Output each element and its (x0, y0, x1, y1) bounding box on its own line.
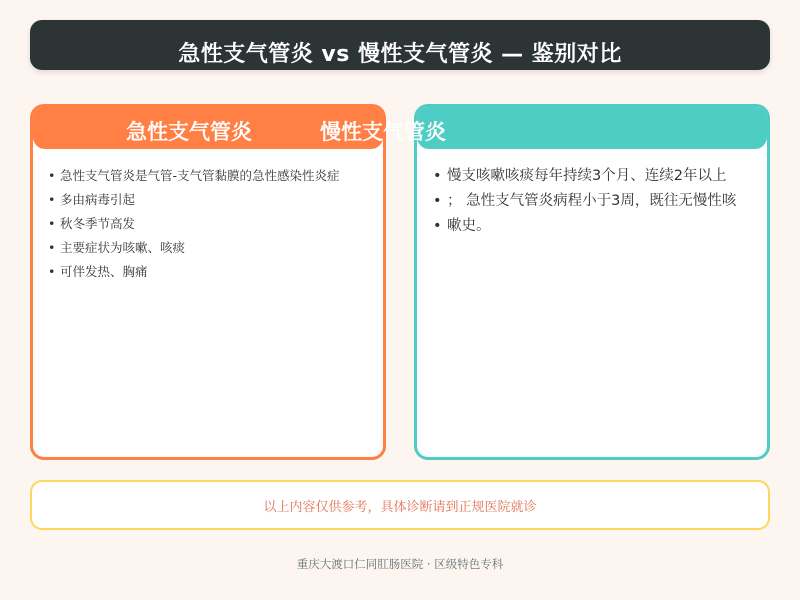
chronic-panel-title: 慢性支气管炎 (320, 120, 446, 144)
bullet-icon: • (48, 192, 56, 207)
list-item-text: 多由病毒引起 (60, 192, 136, 207)
bullet-icon: • (433, 218, 442, 234)
list-item-text: 可伴发热、胸痛 (60, 264, 148, 279)
list-item-text: 嗽史。 (447, 218, 491, 234)
title-bar (30, 20, 770, 70)
list-item (48, 212, 340, 236)
list-item (48, 188, 340, 212)
list-item (433, 164, 736, 189)
list-item-text: 主要症状为咳嗽、咳痰 (60, 240, 186, 255)
list-item (48, 164, 340, 188)
list-item-text: 秋冬季节高发 (60, 216, 136, 231)
bullet-icon: • (48, 264, 56, 279)
list-item (433, 189, 736, 214)
acute-list (48, 164, 340, 284)
bullet-icon: • (433, 168, 442, 184)
chronic-panel (414, 104, 770, 460)
disclaimer-box (30, 480, 770, 530)
acute-panel-title: 急性支气管炎 (126, 120, 252, 144)
page-title: 急性支气管炎 vs 慢性支气管炎 — 鉴别对比 (178, 41, 622, 67)
list-item-text: 慢支咳嗽咳痰每年持续3个月、连续2年以上 (447, 168, 727, 184)
bullet-icon: • (48, 240, 56, 255)
chronic-list (433, 164, 736, 239)
list-item (433, 214, 736, 239)
list-item (48, 236, 340, 260)
list-item (48, 260, 340, 284)
bullet-icon: • (48, 168, 56, 183)
bullet-icon: • (433, 193, 442, 209)
disclaimer-text: 以上内容仅供参考，具体诊断请到正规医院就诊 (263, 499, 537, 515)
list-item-text: ； 急性支气管炎病程小于3周，既往无慢性咳 (447, 193, 737, 209)
bullet-icon: • (48, 216, 56, 231)
chronic-panel-header (417, 107, 767, 149)
list-item-text: 急性支气管炎是气管-支气管黏膜的急性感染性炎症 (60, 168, 340, 183)
footer: 重庆大渡口仁同肛肠医院 · 区级特色专科 (296, 557, 504, 571)
